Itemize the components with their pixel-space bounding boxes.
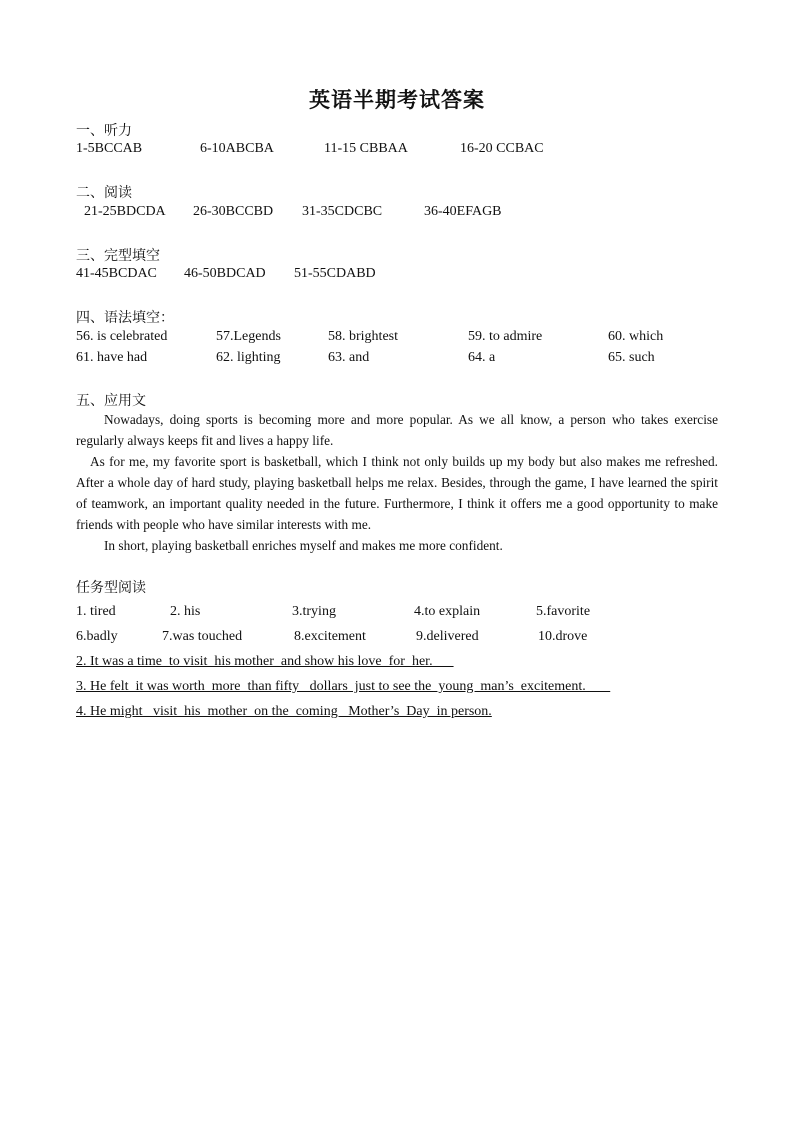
essay-paragraph: As for me, my favorite sport is basketball, which I think not only builds up my body but also makes me refreshed. After a whole day of hard study, playing basketball helps me relax. Besides, through the game, I have learned the spirit of teamwork, an important quality needed in the future. Furthermore, I think it offers me a good opportunity to make friends with people who have similar interests with me. [76,454,718,532]
cloze-heading: 三、完型填空 [76,248,160,264]
task-answer: 8.excitement [294,629,366,644]
reading-answer: 31-35CDCBC [302,204,383,219]
grammar-answer: 64. a [468,350,496,365]
task-reading-heading: 任务型阅读 [76,580,146,596]
reading-answer: 36-40EFAGB [424,204,502,219]
grammar-answers-row [0,349,794,367]
task-answer: 10.drove [538,629,588,644]
essay-paragraph: Nowadays, doing sports is becoming more and more popular. As we all know, a person who takes exercise regularly always keeps fit and lives a happy life. [76,412,718,448]
task-answer: 3.trying [292,604,336,619]
reading-answer: 21-25BDCDA [84,204,166,219]
task-answer: 4.to explain [414,604,481,619]
grammar-answer: 61. have had [76,350,148,365]
task-sentence-answer: 4. He might visit his mother on the coming Mother’s Day in person. [76,704,492,719]
grammar-answer: 59. to admire [468,329,543,344]
grammar-heading: 四、语法填空： [76,310,174,326]
cloze-answers-row [0,265,794,283]
essay-paragraph: In short, playing basketball enriches myself and makes me more confident. [104,538,503,553]
page-title: 英语半期考试答案 [309,88,485,112]
task-answer: 5.favorite [536,604,591,619]
writing-essay [76,409,718,556]
cloze-answer: 46-50BDCAD [184,266,266,281]
grammar-answer: 58. brightest [328,329,398,344]
listening-answer: 16-20 CCBAC [460,141,544,156]
task-answer: 6.badly [76,629,118,644]
listening-answer: 1-5BCCAB [76,141,143,156]
task-answers-row [0,603,794,621]
grammar-answers-row [0,328,794,346]
writing-heading: 五、应用文 [76,393,146,409]
listening-answers-row [0,140,794,158]
reading-answer: 26-30BCCBD [193,204,274,219]
grammar-answer: 56. is celebrated [76,329,168,344]
task-answer: 7.was touched [162,629,243,644]
task-answer: 1. tired [76,604,116,619]
grammar-answer: 62. lighting [216,350,281,365]
task-sentence-answer: 3. He felt it was worth more than fifty dollars just to see the young man’s excitement. [76,679,611,694]
task-answers-row [0,628,794,646]
cloze-answer: 51-55CDABD [294,266,376,281]
cloze-answer: 41-45BCDAC [76,266,157,281]
listening-answer: 11-15 CBBAA [324,141,408,156]
task-answer: 9.delivered [416,629,479,644]
task-sentence-answer: 2. It was a time to visit his mother and show his love for her. [76,654,454,669]
grammar-answer: 60. which [608,329,664,344]
reading-answers-row [0,203,794,221]
reading-heading: 二、阅读 [76,185,132,201]
grammar-answer: 63. and [328,350,370,365]
listening-heading: 一、听力 [76,123,132,139]
grammar-answer: 65. such [608,350,655,365]
grammar-answer: 57.Legends [216,329,281,344]
listening-answer: 6-10ABCBA [200,141,274,156]
task-answer: 2. his [170,604,201,619]
